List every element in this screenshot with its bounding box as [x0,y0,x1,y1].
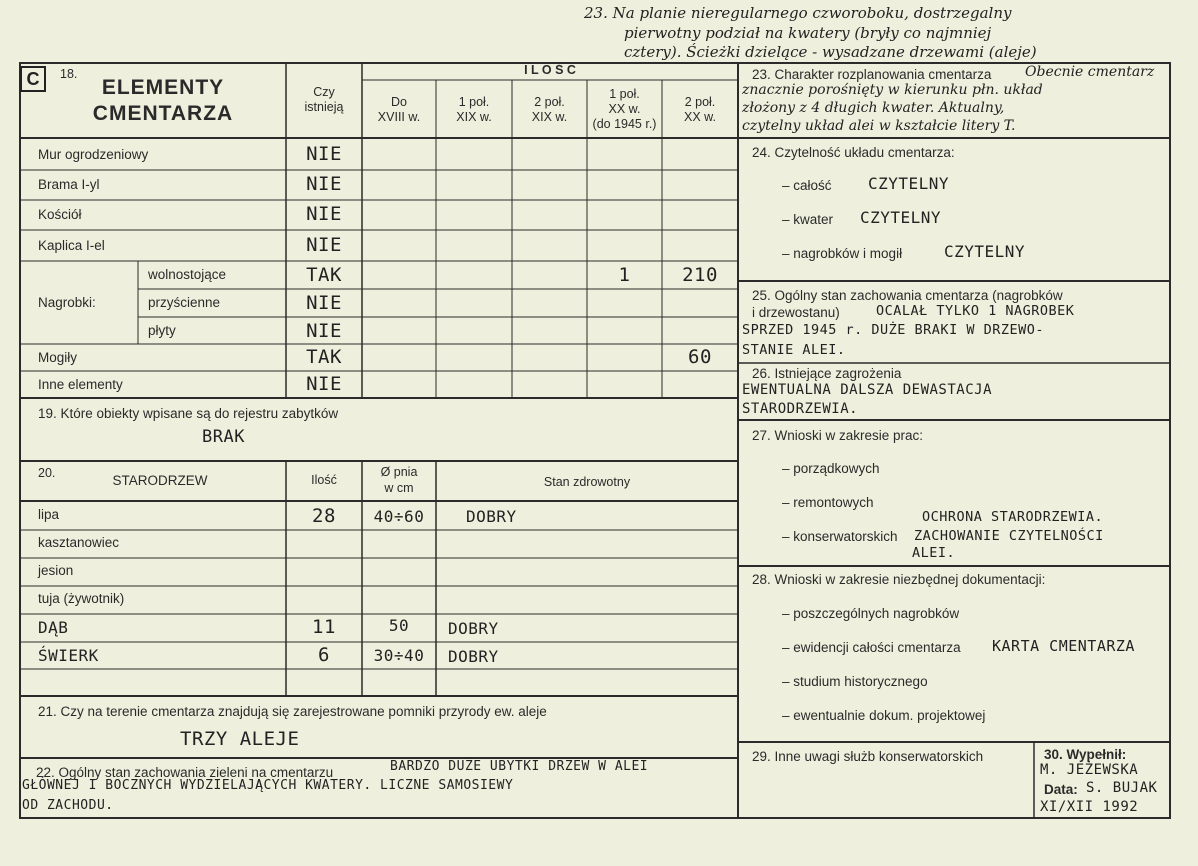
tree-health-dab: DOBRY [448,619,499,638]
tree-count-lipa: 28 [312,505,336,527]
tree-diameter-dab: 50 [388,616,410,635]
tree-diameter-lipa: 40÷60 [373,507,425,526]
row-exists-wall-mounted: NIE [306,292,342,314]
tree-count-dab: 11 [312,616,336,638]
nagrobki-label: Nagrobki: [38,295,96,310]
q24-whole-value: CZYTELNY [868,174,950,193]
top-note-line-2: pierwotny podział na kwatery (bryły co najmniej [624,24,992,42]
tree-species-swierk: ŚWIERK [38,646,99,665]
q23-label: 23. Charakter rozplanowania cmentarza [752,67,992,82]
q30-label: 30. Wypełnił: [1044,747,1127,762]
q27-cleaning-label: – porządkowych [782,461,880,476]
q28-registry-label: – ewidencji całości cmentarza [782,640,961,655]
q26-answer-1: EWENTUALNA DALSZA DEWASTACJA [742,382,993,398]
q24-whole-label: – całość [782,178,832,193]
q27-label: 27. Wnioski w zakresie prac: [752,428,924,443]
period-4-l3: (do 1945 r.) [592,117,657,131]
q22-answer-2: GŁÓWNEJ I BOCZNYCH WYDZIELAJĄCYCH KWATERY. LICZNE SAMOSIEWY [22,778,514,793]
period-1-l1: Do [391,95,407,109]
trees-diameter-header-1: Ø pnia [380,465,418,479]
q25-label-1: 25. Ogólny stan zachowania cmentarza (nagrobków [752,288,1063,303]
q19-label: 19. Które obiekty wpisane są do rejestru zabytków [38,406,339,421]
row-label-slabs: płyty [148,323,176,338]
tree-health-lipa: DOBRY [466,507,517,526]
exists-header-2: istnieją [304,100,344,114]
q28-label: 28. Wnioski w zakresie niezbędnej dokumentacji: [752,572,1046,587]
q30-checked-by: S. BUJAK [1086,780,1158,796]
q28-tombstones-label: – poszczególnych nagrobków [782,606,960,621]
q24-graves-value: CZYTELNY [944,242,1026,261]
row-label-gate: Brama I-yl [38,177,100,192]
row-exists-wall: NIE [306,143,342,165]
row-label-chapel: Kaplica I-el [38,238,105,253]
row-exists-freestanding: TAK [306,264,342,286]
trees-health-header: Stan zdrowotny [543,475,631,489]
q27-answer-3: ALEI. [912,545,956,561]
trees-count-header: Ilość [311,473,337,487]
top-note-line-3: cztery). Ścieżki dzielące - wysadzane drzewami (aleje) [624,43,1037,61]
q27-repair-label: – remontowych [782,495,874,510]
q23-answer-2: znacznie porośnięty w kierunku płn. układ [742,82,1043,98]
section-c-stamp: C [20,66,46,92]
tree-health-swierk: DOBRY [448,647,499,666]
row-exists-gate: NIE [306,173,342,195]
q28-historical-label: – studium historycznego [782,674,928,689]
tree-species-kasztanowiec: kasztanowiec [38,535,120,550]
period-4-l2: XX w. [608,102,641,116]
period-3-l1: 2 poł. [534,95,565,109]
q25-answer-2: SPRZED 1945 r. DUŻE BRAKI W DRZEWO- [742,322,1044,338]
top-note-line-1: 23. Na planie nieregularnego czworoboku, dostrzegalny [584,4,1012,22]
period-3-l2: XIX w. [531,110,568,124]
row-label-wall-mounted: przyścienne [148,295,221,310]
row-count-freestanding-p5: 210 [682,264,718,286]
trees-number: 20. [38,466,56,480]
q19-answer: BRAK [202,427,245,447]
tree-species-lipa: lipa [38,507,60,522]
q22-answer-3: OD ZACHODU. [22,798,114,813]
row-label-wall: Mur ogrodzeniowy [38,147,149,162]
q25-answer-1: OCALAŁ TYLKO 1 NAGROBEK [876,303,1075,319]
q24-quarters-label: – kwater [782,212,834,227]
q24-graves-label: – nagrobków i mogił [782,246,903,261]
row-exists-other: NIE [306,373,342,395]
trees-diameter-header-2: w cm [384,481,414,495]
row-label-freestanding: wolnostojące [148,267,227,282]
q27-answer-2: ZACHOWANIE CZYTELNOŚCI [914,528,1104,544]
row-exists-graves: TAK [306,346,342,368]
q27-conservation-label: – konserwatorskich [782,529,898,544]
q29-label: 29. Inne uwagi służb konserwatorskich [752,749,984,764]
row-count-freestanding-p4: 1 [618,264,631,286]
q28-project-label: – ewentualnie dokum. projektowej [782,708,986,723]
q28-registry-value: KARTA CMENTARZA [992,637,1135,655]
q23-answer-1: Obecnie cmentarz [1025,64,1155,80]
row-label-church: Kościół [38,207,82,222]
q23-answer-3: złożony z 4 długich kwater. Aktualny, [742,100,1005,116]
q27-answer-1: OCHRONA STARODRZEWIA. [922,509,1104,525]
q26-label: 26. Istniejące zagrożenia [752,366,902,381]
row-count-graves-p5: 60 [688,346,712,368]
tree-count-swierk: 6 [318,644,330,666]
period-2-l1: 1 poł. [458,95,490,109]
row-label-other: Inne elementy [38,377,123,392]
q25-answer-3: STANIE ALEI. [742,342,846,358]
q21-answer: TRZY ALEJE [180,728,300,750]
period-5-l1: 2 poł. [684,95,716,109]
tree-species-dab: DĄB [38,618,69,637]
quantity-header: I L O Ś C [524,63,576,77]
elements-number: 18. [60,67,78,81]
q24-label: 24. Czytelność układu cmentarza: [752,145,955,160]
q23-answer-4: czytelny układ alei w kształcie litery T. [742,118,1016,134]
q22-answer-1: BARDZO DUŻE UBYTKI DRZEW W ALEI [390,759,649,774]
q24-quarters-value: CZYTELNY [860,208,942,227]
elements-title-1: ELEMENTY [101,76,225,99]
trees-title: STARODRZEW [112,473,208,488]
tree-species-jesion: jesion [38,563,74,578]
period-4-l1: 1 poł. [609,87,640,101]
q26-answer-2: STARODRZEWIA. [742,401,859,417]
q21-label: 21. Czy na terenie cmentarza znajdują się zarejestrowane pomniki przyrody ew. aleje [38,704,547,719]
q30-date-label: Data: [1044,782,1078,797]
period-1-l2: XVIII w. [377,110,421,124]
q22-label: 22. Ogólny stan zachowania zieleni na cmentarzu [36,765,334,780]
q25-label-2: i drzewostanu) [752,305,840,320]
exists-header-1: Czy [313,85,335,99]
q30-filled-by: M. JEŻEWSKA [1040,762,1139,778]
row-exists-slabs: NIE [306,320,342,342]
row-label-graves: Mogiły [38,350,78,365]
elements-title-2: CMENTARZA [92,102,234,125]
period-5-l2: XX w. [684,110,716,124]
row-exists-church: NIE [306,203,342,225]
tree-species-tuja: tuja (żywotnik) [38,591,125,606]
period-2-l2: XIX w. [456,110,492,124]
row-exists-chapel: NIE [306,234,342,256]
tree-diameter-swierk: 30÷40 [373,646,425,665]
q30-date: XI/XII 1992 [1040,799,1139,815]
